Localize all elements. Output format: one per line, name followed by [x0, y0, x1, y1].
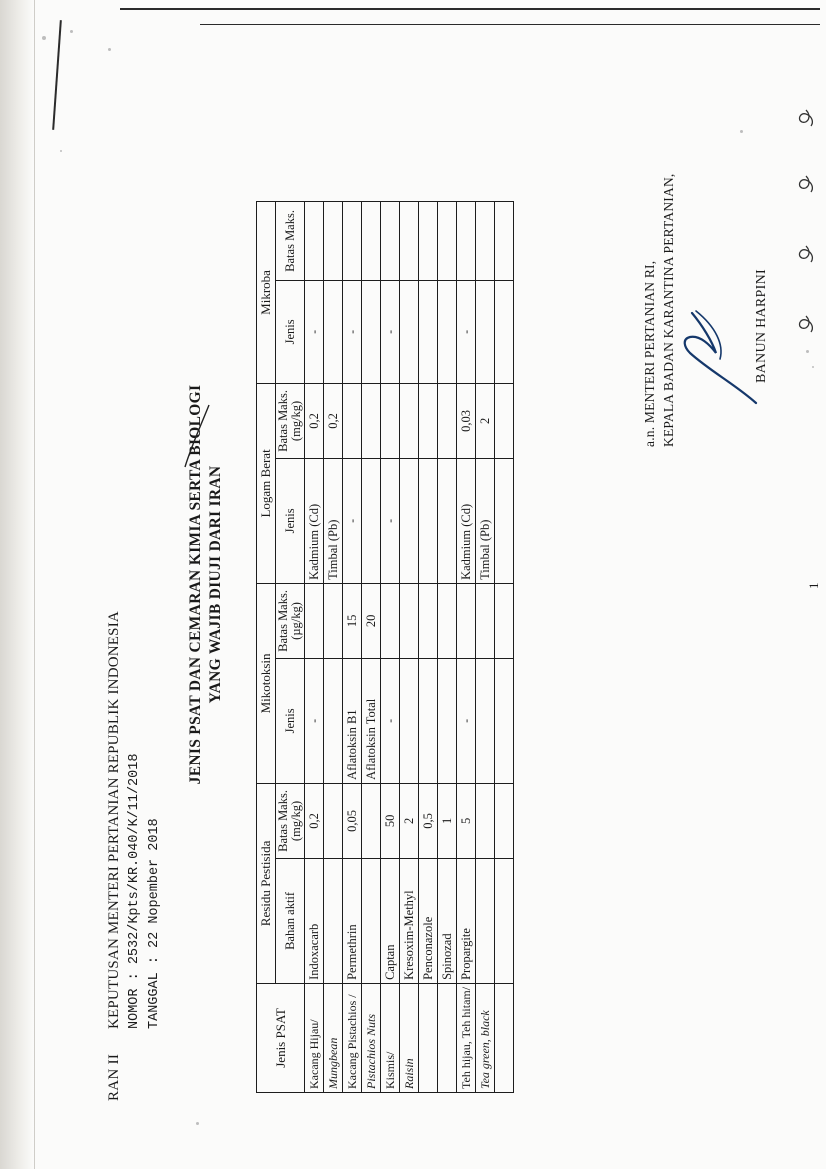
cell-logam-max: 0,03	[457, 383, 476, 458]
cell-mikotoksin-max	[495, 583, 514, 658]
cell-pestisida	[495, 858, 514, 983]
th-batas-maks-logam-unit: (mg/kg)	[289, 400, 303, 442]
cell-pestisida-max	[476, 783, 495, 858]
table-row	[305, 201, 324, 1092]
cell-pestisida: Indoxacarb	[305, 858, 324, 983]
cell-mikotoksin	[419, 658, 438, 783]
cell-logam: Timbal (Pb)	[324, 458, 343, 583]
cell-mikroba: -	[381, 280, 400, 383]
cell-mikotoksin-max	[324, 583, 343, 658]
th-group-logam-berat: Logam Berat	[257, 383, 276, 583]
th-batas-maks-pestisida-unit: (mg/kg)	[289, 800, 303, 842]
cell-pestisida: Captan	[381, 858, 400, 983]
cell-pestisida-max: 5	[457, 783, 476, 858]
cell-mikotoksin-max	[457, 583, 476, 658]
cell-mikroba-max	[381, 201, 400, 280]
signature-line2: KEPALA BADAN KARANTINA PERTANIAN,	[661, 173, 676, 447]
page-title-line1: JENIS PSAT DAN CEMARAN KIMIA SERTA BIOLOGI	[187, 384, 204, 785]
th-batas-maks-logam-text: Batas Maks.	[276, 390, 290, 452]
cell-logam	[495, 458, 514, 583]
page-title-line2: YANG WAJIB DIUJI DARI IRAN	[207, 465, 224, 704]
cell-psat: Mungbean	[324, 983, 343, 1092]
cell-pestisida	[362, 858, 381, 983]
th-jenis-psat: Jenis PSAT	[257, 983, 305, 1092]
th-group-mikotoksin: Mikotoksin	[257, 583, 276, 783]
signature-line1: a.n. MENTERI PERTANIAN RI,	[642, 260, 657, 447]
cell-mikroba: -	[457, 280, 476, 383]
cell-mikroba: -	[305, 280, 324, 383]
cell-mikroba	[324, 280, 343, 383]
cell-logam	[419, 458, 438, 583]
cell-mikroba	[400, 280, 419, 383]
page-number: 1	[806, 582, 821, 589]
th-jenis-logam: Jenis	[276, 458, 305, 583]
cell-logam: -	[381, 458, 400, 583]
cell-mikroba	[495, 280, 514, 383]
table-row	[324, 201, 343, 1092]
cell-mikroba	[476, 280, 495, 383]
cell-logam-max	[381, 383, 400, 458]
cell-mikotoksin: Aflatoksin B1	[343, 658, 362, 783]
cell-logam-max	[495, 383, 514, 458]
cell-psat: Kismis/	[381, 983, 400, 1092]
signatory-name: BANUN HARPINI	[754, 269, 769, 383]
cell-pestisida	[324, 858, 343, 983]
cell-mikroba-max	[343, 201, 362, 280]
cell-logam: Kadmium (Cd)	[305, 458, 324, 583]
lampiran-label: RAN II	[106, 1053, 122, 1101]
cell-psat	[495, 983, 514, 1092]
th-batas-maks-logam	[276, 383, 305, 458]
cell-psat	[419, 983, 438, 1092]
cell-logam	[362, 458, 381, 583]
cell-logam-max: 0,2	[305, 383, 324, 458]
cell-mikotoksin	[438, 658, 457, 783]
cell-mikotoksin	[324, 658, 343, 783]
cell-psat-text: Kacang Hijau/	[306, 1019, 321, 1089]
cell-psat: Kacang Pistachios /	[343, 983, 362, 1092]
cell-mikroba	[362, 280, 381, 383]
cell-logam: -	[343, 458, 362, 583]
cell-logam	[438, 458, 457, 583]
table-row	[419, 201, 438, 1092]
cell-pestisida: Spinozad	[438, 858, 457, 983]
th-bahan-aktif: Bahan aktif	[276, 858, 305, 983]
cell-pestisida-max	[362, 783, 381, 858]
th-batas-maks-mikotoksin	[276, 583, 305, 658]
cell-mikotoksin	[495, 658, 514, 783]
cell-pestisida-max: 2	[400, 783, 419, 858]
table-row	[457, 201, 476, 1092]
cell-pestisida: Penconazole	[419, 858, 438, 983]
cell-logam-max	[400, 383, 419, 458]
margin-tick-marks	[786, 0, 826, 1169]
title-underline-mark	[183, 403, 211, 469]
table-row	[400, 201, 419, 1092]
cell-pestisida-max: 0,5	[419, 783, 438, 858]
th-jenis-mikroba: Jenis	[276, 280, 305, 383]
cell-pestisida-max: 50	[381, 783, 400, 858]
cell-mikroba-max	[305, 201, 324, 280]
table-row	[438, 201, 457, 1092]
cell-mikotoksin-max: 20	[362, 583, 381, 658]
cell-pestisida-max: 0,2	[305, 783, 324, 858]
cell-logam-max	[362, 383, 381, 458]
cell-logam-max: 2	[476, 383, 495, 458]
table-row	[362, 201, 381, 1092]
cell-psat	[305, 983, 324, 1092]
table-row	[476, 201, 495, 1092]
cell-mikroba-max	[438, 201, 457, 280]
decree-date-value: : 22 Nopember 2018	[147, 818, 162, 965]
decree-number-label: NOMOR	[127, 988, 142, 1029]
table-row	[381, 201, 400, 1092]
table-row	[495, 201, 514, 1092]
th-jenis-mikotoksin: Jenis	[276, 658, 305, 783]
cell-pestisida-max	[324, 783, 343, 858]
cell-psat: Tea green, black	[476, 983, 495, 1092]
cell-mikotoksin	[400, 658, 419, 783]
cell-psat	[438, 983, 457, 1092]
table-row	[343, 201, 362, 1092]
decree-date	[147, 818, 162, 1029]
page-title	[186, 0, 226, 1169]
cell-mikroba-max	[476, 201, 495, 280]
decree-date-label: TANGGAL	[147, 972, 162, 1029]
cell-pestisida: Propargite	[457, 858, 476, 983]
cell-mikotoksin-max	[476, 583, 495, 658]
cell-mikroba: -	[343, 280, 362, 383]
cell-mikroba-max	[324, 201, 343, 280]
th-group-mikroba: Mikroba	[257, 201, 276, 383]
th-group-residu-pestisida: Residu Pestisida	[257, 783, 276, 983]
cell-pestisida	[476, 858, 495, 983]
th-batas-maks-pestisida	[276, 783, 305, 858]
th-batas-maks-mikotoksin-unit: (µg/kg)	[289, 602, 303, 640]
signature-block	[640, 173, 769, 447]
th-batas-maks-mikroba: Batas Maks.	[276, 201, 305, 280]
decree-number	[127, 754, 142, 1029]
cell-mikroba	[419, 280, 438, 383]
table-body	[305, 201, 514, 1092]
decree-title: KEPUTUSAN MENTERI PERTANIAN REPUBLIK INDONESIA	[106, 611, 122, 1029]
cell-logam-max	[343, 383, 362, 458]
cell-psat: Raisin	[400, 983, 419, 1092]
cell-logam-max: 0,2	[324, 383, 343, 458]
cell-pestisida-max: 0,05	[343, 783, 362, 858]
cell-mikotoksin	[476, 658, 495, 783]
cell-logam-max	[438, 383, 457, 458]
cell-pestisida-max: 1	[438, 783, 457, 858]
cell-mikotoksin-max	[400, 583, 419, 658]
cell-logam: Timbal (Pb)	[476, 458, 495, 583]
cell-mikotoksin-max	[381, 583, 400, 658]
cell-mikotoksin-max: 15	[343, 583, 362, 658]
cell-mikotoksin: -	[381, 658, 400, 783]
cell-mikroba-max	[400, 201, 419, 280]
th-batas-maks-mikotoksin-text: Batas Maks.	[276, 590, 290, 652]
cell-mikroba	[438, 280, 457, 383]
cell-mikotoksin: -	[305, 658, 324, 783]
cell-psat: Pistachios Nuts	[362, 983, 381, 1092]
cell-logam	[400, 458, 419, 583]
decree-number-value: : 2532/Kpts/KR.040/K/11/2018	[127, 753, 142, 981]
cell-mikotoksin: Aflatoksin Total	[362, 658, 381, 783]
cell-psat: Teh hijau, Teh hitam/	[457, 983, 476, 1092]
cell-logam-max	[419, 383, 438, 458]
cell-mikotoksin-max	[438, 583, 457, 658]
cell-pestisida: Permethrin	[343, 858, 362, 983]
cell-mikroba-max	[419, 201, 438, 280]
cell-mikotoksin-max	[419, 583, 438, 658]
cell-mikotoksin-max	[305, 583, 324, 658]
cell-pestisida-max	[495, 783, 514, 858]
th-batas-maks-pestisida-text: Batas Maks.	[276, 790, 290, 852]
psat-contaminants-table	[256, 201, 514, 1093]
cell-pestisida: Kresoxim-Methyl	[400, 858, 419, 983]
cell-logam: Kadmium (Cd)	[457, 458, 476, 583]
cell-mikroba-max	[495, 201, 514, 280]
cell-mikotoksin: -	[457, 658, 476, 783]
cell-mikroba-max	[457, 201, 476, 280]
cell-mikroba-max	[362, 201, 381, 280]
